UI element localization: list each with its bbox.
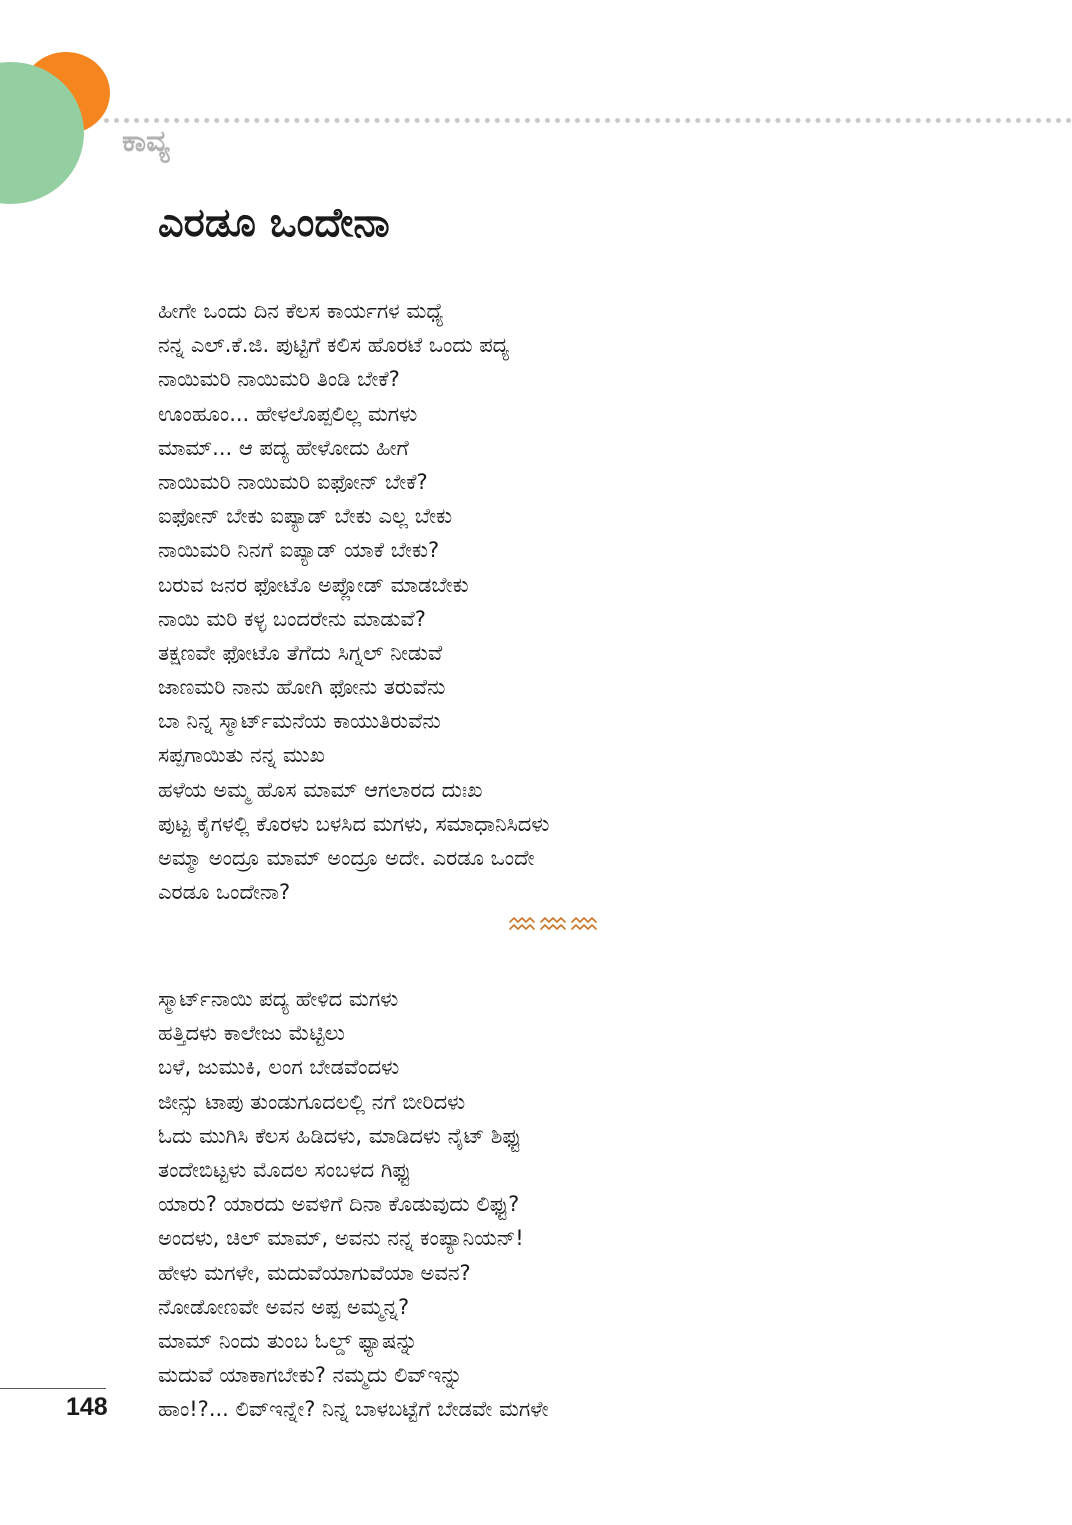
poem-title: ಎರಡೂ ಒಂದೇನಾ xyxy=(158,200,390,246)
poem-line: ಮದುವೆ ಯಾಕಾಗಬೇಕು? ನಮ್ಮದು ಲಿವ್‌ಇನ್ನು xyxy=(158,1363,463,1388)
poem-line: ಹಾಂ!?... ಲಿವ್‌ಇನ್ನೇ? ನಿನ್ನ ಬಾಳಬಟ್ಟೆಗೆ ಬೇಡವೇ ಮಗಳೇ xyxy=(158,1397,549,1422)
header-dotted-rule xyxy=(104,118,1072,123)
poem-line: ಓದು ಮುಗಿಸಿ ಕೆಲಸ ಹಿಡಿದಳು, ಮಾಡಿದಳು ನೈಟ್ ಶಿಫ್ಟು xyxy=(158,1123,522,1148)
poem-line: ಎರಡೂ ಒಂದೇನಾ? xyxy=(158,880,291,905)
poem-line: ನನ್ನ ಎಲ್.ಕೆ.ಜಿ. ಪುಟ್ಟಿಗೆ ಕಲಿಸ ಹೊರಟೆ ಒಂದು ಪದ್ಯ xyxy=(158,333,510,358)
poem-line: ನಾಯಿಮರಿ ನಾಯಿಮರಿ ತಿಂಡಿ ಬೇಕೆ? xyxy=(158,367,400,392)
footer-rule xyxy=(0,1388,106,1389)
page-number: 148 xyxy=(66,1393,108,1421)
poem-line: ಐಫೋನ್ ಬೇಕು ಐಪ್ಯಾಡ್ ಬೇಕು ಎಲ್ಲ ಬೇಕು xyxy=(158,504,453,529)
poem-line: ಹತ್ತಿದಳು ಕಾಲೇಜು ಮೆಟ್ಟಿಲು xyxy=(158,1021,345,1046)
poem-line: ತಕ್ಷಣವೇ ಫೋಟೊ ತೆಗೆದು ಸಿಗ್ನಲ್ ನೀಡುವೆ xyxy=(158,640,443,665)
poem-line: ನಾಯಿಮರಿ ನಿನಗೆ ಐಪ್ಯಾಡ್ ಯಾಕೆ ಬೇಕು? xyxy=(158,538,440,563)
section-label: ಕಾವ್ಯ xyxy=(122,124,170,159)
poem-line: ಸಪ್ಪಗಾಯಿತು ನನ್ನ ಮುಖ xyxy=(158,743,325,768)
poem-line: ಸ್ಮಾರ್ಟ್‌ನಾಯಿ ಪದ್ಯ ಹೇಳಿದ ಮಗಳು xyxy=(158,987,399,1011)
poem-line: ಬಳೆ, ಜುಮುಕಿ, ಲಂಗ ಬೇಡವೆಂದಳು xyxy=(158,1055,400,1080)
poem-line: ಹೀಗೇ ಒಂದು ದಿನ ಕೆಲಸ ಕಾರ್ಯಗಳ ಮಧ್ಯೆ xyxy=(158,299,444,323)
poem-line: ಮಾಮ್ ನಿಂದು ತುಂಬ ಓಲ್ಡ್ ಫ್ಯಾಷನ್ನು xyxy=(158,1328,418,1353)
poem-line: ನೋಡೋಣವೇ ಅವನ ಅಪ್ಪ ಅಮ್ಮನ್ನ? xyxy=(158,1294,410,1319)
poem-line: ಜಾಣಮರಿ ನಾನು ಹೋಗಿ ಫೋನು ತರುವೆನು xyxy=(158,675,446,700)
poem-line: ಬಾ ನಿನ್ನ ಸ್ಮಾರ್ಟ್‌ಮನೆಯ ಕಾಯುತಿರುವೆನು xyxy=(158,709,441,734)
poem-stanza-2 xyxy=(158,982,549,1426)
poem-stanza-1 xyxy=(158,294,549,909)
poem-line: ಊಂಹೂಂ... ಹೇಳಲೊಪ್ಪಲಿಲ್ಲ ಮಗಳು xyxy=(158,401,418,426)
poem-line: ಪುಟ್ಟ ಕೈಗಳಲ್ಲಿ ಕೊರಳು ಬಳಸಿದ ಮಗಳು, ಸಮಾಧಾನಿಸಿದಳು xyxy=(158,811,550,836)
poem-line: ನಾಯಿಮರಿ ನಾಯಿಮರಿ ಐಫೋನ್ ಬೇಕೆ? xyxy=(158,469,428,494)
poem-line: ಹೇಳು ಮಗಳೇ, ಮದುವೆಯಾಗುವೆಯಾ ಅವನ? xyxy=(158,1260,471,1285)
poem-line: ಯಾರು? ಯಾರದು ಅವಳಿಗೆ ದಿನಾ ಕೊಡುವುದು ಲಿಫ್ಟು? xyxy=(158,1192,520,1217)
poem-line: ಅಮ್ಮಾ ಅಂದ್ರೂ ಮಾಮ್ ಅಂದ್ರೂ ಅದೇ. ಎರಡೂ ಒಂದೇ xyxy=(158,846,535,870)
poem-line: ಹಳೆಯ ಅಮ್ಮ ಹೊಸ ಮಾಮ್ ಆಗಲಾರದ ದುಃಖ xyxy=(158,777,483,802)
poem-line: ನಾಯಿ ಮರಿ ಕಳ್ಳ ಬಂದರೇನು ಮಾಡುವೆ? xyxy=(158,606,426,631)
wave-divider-ornament xyxy=(508,914,600,936)
poem-line: ಜೀನ್ಸು ಟಾಪು ತುಂಡುಗೂದಲಲ್ಲಿ ನಗೆ ಬೀರಿದಳು xyxy=(158,1089,466,1114)
poem-line: ಅಂದಳು, ಚಿಲ್ ಮಾಮ್, ಅವನು ನನ್ನ ಕಂಪ್ಯಾನಿಯನ್! xyxy=(158,1226,524,1251)
poem-line: ಬರುವ ಜನರ ಫೋಟೊ ಅಪ್ಲೋಡ್ ಮಾಡಬೇಕು xyxy=(158,572,469,597)
poem-line: ತಂದೇಬಿಟ್ಟಳು ಮೊದಲ ಸಂಬಳದ ಗಿಫ್ಟು xyxy=(158,1157,411,1182)
poem-line: ಮಾಮ್... ಆ ಪದ್ಯ ಹೇಳೋದು ಹೀಗೆ xyxy=(158,435,409,460)
